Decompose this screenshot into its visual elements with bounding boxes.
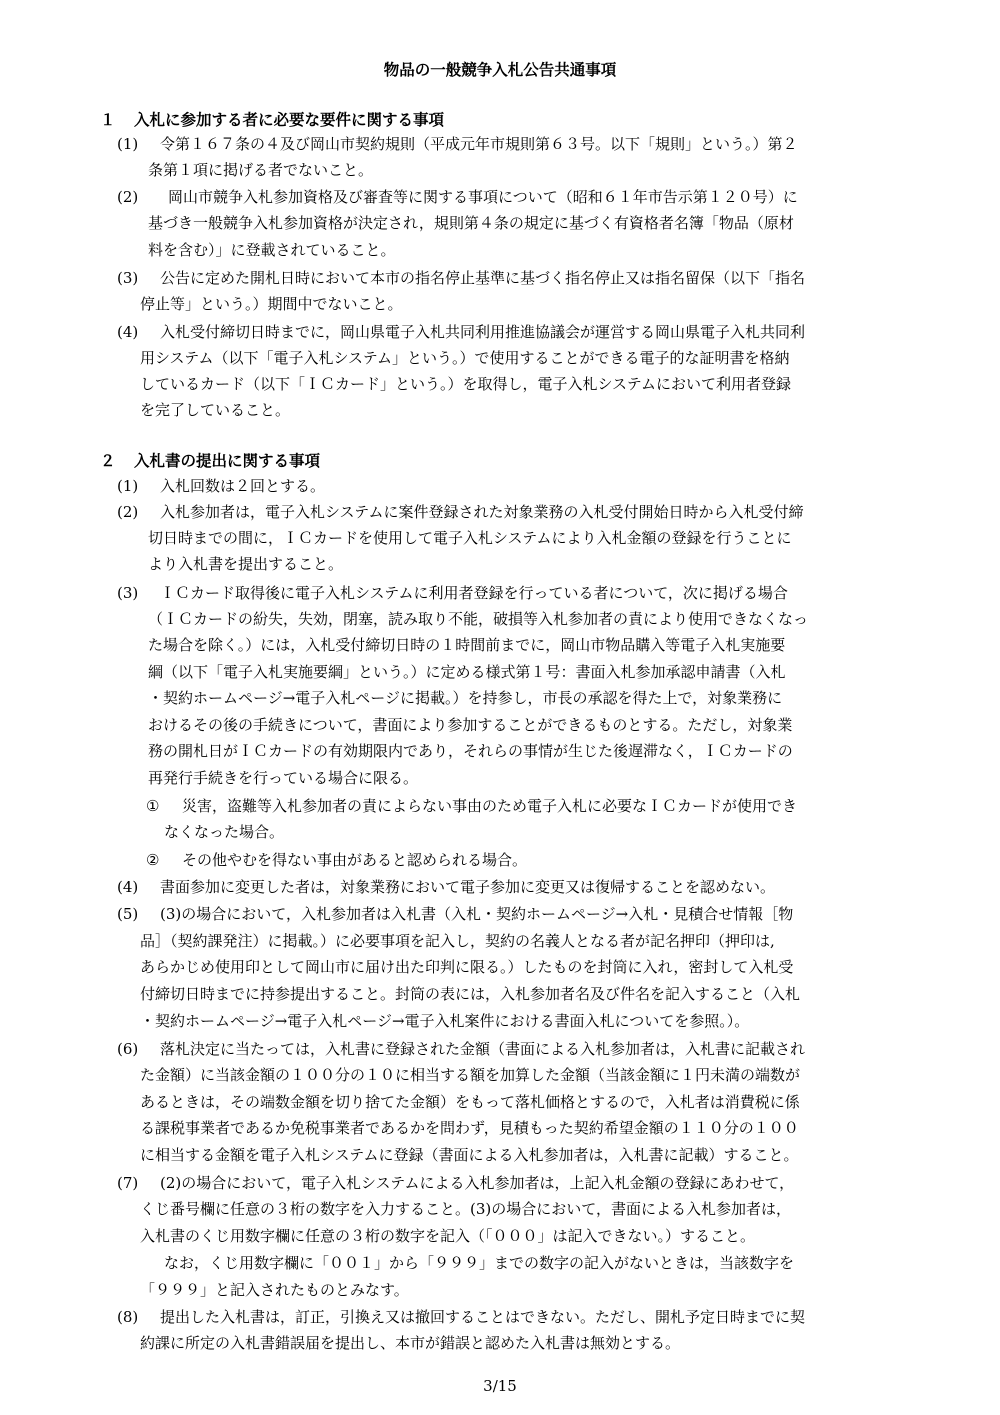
item-line: おけるその後の手続きについて，書面により参加することができるものとする。ただし，対象業 — [148, 716, 793, 734]
item-marker: (7) — [117, 1174, 139, 1192]
item-line: しているカード（以下「ＩＣカード」という。）を取得し，電子入札システムにおいて利用者登録 — [140, 375, 792, 393]
item-line: ・契約ホームページ→電子入札ページ→電子入札案件における書面入札についてを参照。）。 — [140, 1012, 750, 1030]
subitem-line: 災害，盗難等入札参加者の責によらない事由のため電子入札に必要なＩＣカードが使用でき — [182, 797, 798, 815]
item-marker: (2) — [117, 503, 139, 521]
item-line: あるときは，その端数金額を切り捨てた金額）をもって落札価格とするので，入札者は消費税に係 — [140, 1093, 800, 1111]
item-line: より入札書を提出すること。 — [148, 555, 344, 573]
item-line: 綱（以下「電子入札実施要綱」という。）に定める様式第１号：書面入札参加承認申請書（入札 — [148, 663, 786, 681]
item-line: を完了していること。 — [140, 401, 291, 419]
item-line: 令第１６７条の４及び岡山市契約規則（平成元年市規則第６３号。以下「規則」という。）第２ — [160, 135, 798, 153]
item-line: (2)の場合において，電子入札システムによる入札参加者は，上記入札金額の登録にあわせて， — [160, 1174, 795, 1192]
item-line: 入札受付締切日時までに，岡山県電子入札共同利用推進協議会が運営する岡山県電子入札共同利 — [160, 323, 806, 341]
item-line: 書面参加に変更した者は，対象業務において電子参加に変更又は復帰することを認めない。 — [160, 878, 776, 896]
item-line: ＩＣカード取得後に電子入札システムに利用者登録を行っている者について，次に掲げる場合 — [160, 584, 788, 602]
subitem-line: その他やむを得ない事由があると認められる場合。 — [182, 851, 528, 869]
item-marker: (1) — [117, 477, 139, 495]
item-line: 用システム（以下「電子入札システム」という。）で使用することができる電子的な証明書を格納 — [140, 349, 790, 367]
item-line: 切日時までの間に，ＩＣカードを使用して電子入札システムにより入札金額の登録を行うことに — [148, 529, 792, 547]
item-line: (3)の場合において，入札参加者は入札書（入札・契約ホームページ→入札・見積合せ情報［物 — [160, 905, 794, 923]
item-marker: (1) — [117, 135, 139, 153]
item-line: 基づき一般競争入札参加資格が決定され，規則第４条の規定に基づく有資格者名簿「物品（原材 — [148, 214, 794, 232]
section-number: ２ — [100, 452, 116, 470]
item-line: る課税事業者であるか免税事業者であるかを問わず，見積もった契約希望金額の１１０分の１００ — [140, 1119, 799, 1137]
subitem-marker: ② — [146, 851, 160, 869]
item-line: 提出した入札書は，訂正，引換え又は撤回することはできない。ただし、開札予定日時までに契 — [160, 1308, 806, 1326]
page-number: 3/15 — [483, 1377, 517, 1395]
item-line: 岡山市競争入札参加資格及び審査等に関する事項について（昭和６１年市告示第１２０号）に — [168, 188, 798, 206]
subitem-marker: ① — [146, 797, 160, 815]
item-marker: (6) — [117, 1040, 139, 1058]
document-title: 物品の一般競争入札公告共通事項 — [383, 61, 617, 79]
item-line: なお，くじ用数字欄に「００１」から「９９９」までの数字の記入がないときは，当該数字を — [164, 1254, 795, 1272]
item-line: 落札決定に当たっては，入札書に登録された金額（書面による入札参加者は，入札書に記載され — [160, 1040, 806, 1058]
item-line: た金額）に当該金額の１００分の１０に相当する額を加算した金額（当該金額に１円未満の端数が — [140, 1066, 801, 1084]
item-line: 料を含む）」に登載されていること。 — [148, 241, 396, 259]
item-marker: (4) — [117, 878, 139, 896]
item-line: 再発行手続きを行っている場合に限る。 — [148, 769, 419, 787]
item-line: 公告に定めた開札日時において本市の指名停止基準に基づく指名停止又は指名留保（以下「指名 — [160, 269, 806, 287]
item-line: くじ番号欄に任意の３桁の数字を入力すること。(3)の場合において，書面による入札参加者は， — [140, 1200, 791, 1218]
item-marker: (2) — [117, 188, 139, 206]
section-heading-text: 入札書の提出に関する事項 — [134, 452, 321, 470]
item-marker: (3) — [117, 269, 139, 287]
item-marker: (3) — [117, 584, 139, 602]
item-line: 入札回数は２回とする。 — [160, 477, 326, 495]
item-line: （ＩＣカードの紛失，失効，閉塞，読み取り不能，破損等入札参加者の責により使用できなくなっ — [148, 610, 809, 628]
item-line: あらかじめ使用印として岡山市に届け出た印判に限る。）したものを封筒に入れ，密封して入札受 — [140, 958, 794, 976]
item-line: 「９９９」と記入されたものとみなす。 — [140, 1281, 409, 1299]
item-marker: (5) — [117, 905, 139, 923]
item-line: た場合を除く。）には，入札受付締切日時の１時間前までに，岡山市物品購入等電子入札実施要 — [148, 636, 786, 654]
item-line: に相当する金額を電子入札システムに登録（書面による入札参加者は，入札書に記載）すること。 — [140, 1146, 799, 1164]
item-line: ・契約ホームページ→電子入札ページに掲載。）を持参し，市長の承認を得た上で，対象業務に — [148, 689, 783, 707]
item-line: 停止等」という。）期間中でないこと。 — [140, 295, 403, 313]
item-line: 条第１項に掲げる者でないこと。 — [148, 161, 374, 179]
item-line: 品］（契約課発注）に掲載。）に必要事項を記入し，契約の名義人となる者が記名押印（押印は, — [140, 932, 775, 950]
subitem-line: なくなった場合。 — [164, 823, 285, 841]
section-heading-text: 入札に参加する者に必要な要件に関する事項 — [134, 111, 445, 129]
section-2-heading — [100, 449, 320, 471]
item-line: 務の開札日がＩＣカードの有効期限内であり，それらの事情が生じた後遅滞なく，ＩＣカードの — [148, 742, 793, 760]
item-line: 約課に所定の入札書錯誤届を提出し、本市が錯誤と認めた入札書は無効とする。 — [140, 1334, 681, 1352]
item-marker: (8) — [117, 1308, 139, 1326]
item-line: 入札参加者は，電子入札システムに案件登録された対象業務の入札受付開始日時から入札受付締 — [160, 503, 804, 521]
item-marker: (4) — [117, 323, 139, 341]
section-number: １ — [100, 111, 116, 129]
item-line: 入札書のくじ用数字欄に任意の３桁の数字を記入（「０００」は記入できない。）すること。 — [140, 1227, 756, 1245]
section-1-heading — [100, 108, 444, 130]
item-line: 付締切日時までに持参提出すること。封筒の表には，入札参加者名及び件名を記入すること（入札 — [140, 985, 801, 1003]
